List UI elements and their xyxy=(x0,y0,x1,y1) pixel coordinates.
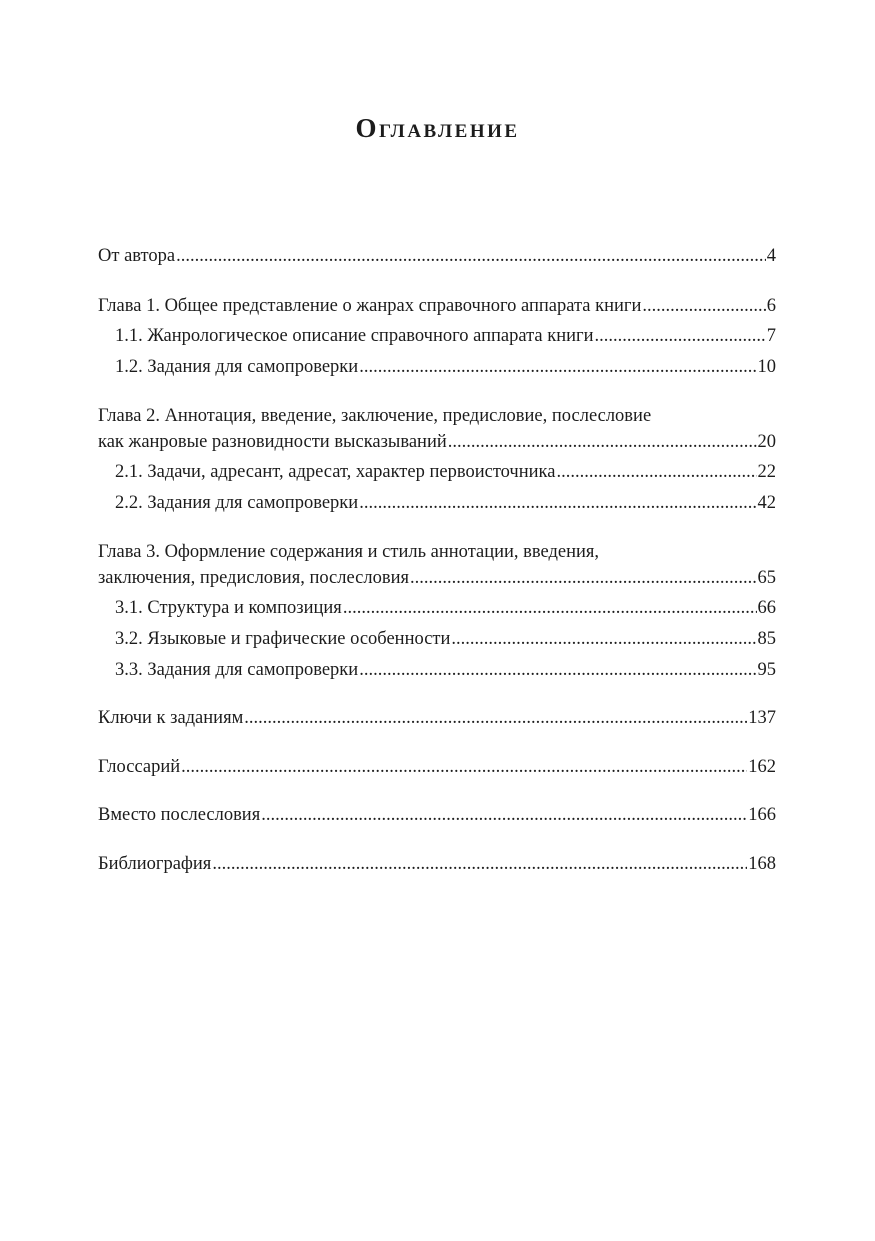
toc-page-number: 10 xyxy=(757,357,776,377)
toc-page-number: 22 xyxy=(757,462,776,482)
toc-leader-dots xyxy=(595,323,766,349)
toc-leader-dots xyxy=(244,705,747,731)
toc-entry-answer-keys xyxy=(98,705,776,731)
toc-page-number: 4 xyxy=(766,246,776,266)
toc-leader-dots xyxy=(410,565,756,591)
toc-entry-title: 3.2. Языковые и графические особенности xyxy=(115,629,451,649)
toc-page-number: 95 xyxy=(757,660,776,680)
toc-entry-title: как жанровые разновидности высказываний xyxy=(98,432,447,452)
toc-entry-bibliography xyxy=(98,851,776,877)
toc-leader-dots xyxy=(212,851,747,877)
toc-page-number: 20 xyxy=(757,432,776,452)
toc-entry-title: От автора xyxy=(98,246,176,266)
toc-entry-title: 2.1. Задачи, адресант, адресат, характер первоисточника xyxy=(115,462,556,482)
toc-entry-title-first-line: Глава 3. Оформление содержания и стиль аннотации, введения, xyxy=(98,542,600,562)
page-title: Оглавление xyxy=(355,113,520,143)
toc-page-number: 168 xyxy=(748,854,776,874)
toc-entry-title: 1.2. Задания для самопроверки xyxy=(115,357,359,377)
toc-entry-title: 2.2. Задания для самопроверки xyxy=(115,493,359,513)
toc-entry-section-2-2 xyxy=(115,490,776,516)
toc-entry-title: Вместо послесловия xyxy=(98,805,261,825)
toc-leader-dots xyxy=(343,595,757,621)
toc-page-number: 42 xyxy=(757,493,776,513)
toc-leader-dots xyxy=(181,754,747,780)
toc-entry-title-first-line: Глава 2. Аннотация, введение, заключение, предисловие, послесловие xyxy=(98,406,652,426)
toc-leader-dots xyxy=(261,802,747,828)
toc-entry-section-3-1 xyxy=(115,595,776,621)
toc-entry-section-1-2 xyxy=(115,354,776,380)
toc-entry-title: 3.3. Задания для самопроверки xyxy=(115,660,359,680)
toc-leader-dots xyxy=(642,293,765,319)
toc-page-number: 65 xyxy=(757,568,776,588)
toc-leader-dots xyxy=(359,657,756,683)
toc-leader-dots xyxy=(451,626,756,652)
toc-leader-dots xyxy=(359,354,756,380)
toc-leader-dots xyxy=(176,243,766,269)
toc-page-number: 137 xyxy=(748,708,776,728)
toc-entry-from-author xyxy=(98,243,776,269)
toc-entry-title: Библиография xyxy=(98,854,212,874)
toc-page-number: 66 xyxy=(757,598,776,618)
toc-page-number: 162 xyxy=(748,757,776,777)
toc-entry-section-2-1 xyxy=(115,459,776,485)
toc-entry-chapter-3 xyxy=(98,539,776,591)
toc-page-number: 166 xyxy=(748,805,776,825)
toc-entry-title: Глоссарий xyxy=(98,757,181,777)
toc-entry-section-3-2 xyxy=(115,626,776,652)
toc-entry-afterword xyxy=(98,802,776,828)
toc-leader-dots xyxy=(556,459,756,485)
toc-entry-title: Ключи к заданиям xyxy=(98,708,244,728)
toc-leader-dots xyxy=(448,429,757,455)
toc-entry-chapter-2 xyxy=(98,403,776,455)
toc-entry-title: Глава 1. Общее представление о жанрах справочного аппарата книги xyxy=(98,296,642,316)
toc-page-number: 85 xyxy=(757,629,776,649)
toc-entry-section-1-1 xyxy=(115,323,776,349)
toc-entry-glossary xyxy=(98,754,776,780)
toc-entry-title: 1.1. Жанрологическое описание справочного аппарата книги xyxy=(115,326,594,346)
toc-entry-title: 3.1. Структура и композиция xyxy=(115,598,342,618)
toc-entry-section-3-3 xyxy=(115,657,776,683)
toc-page-number: 7 xyxy=(766,326,776,346)
toc-page-number: 6 xyxy=(766,296,776,316)
toc-leader-dots xyxy=(359,490,756,516)
toc-entry-title: заключения, предисловия, послесловия xyxy=(98,568,410,588)
toc-entry-chapter-1 xyxy=(98,293,776,319)
